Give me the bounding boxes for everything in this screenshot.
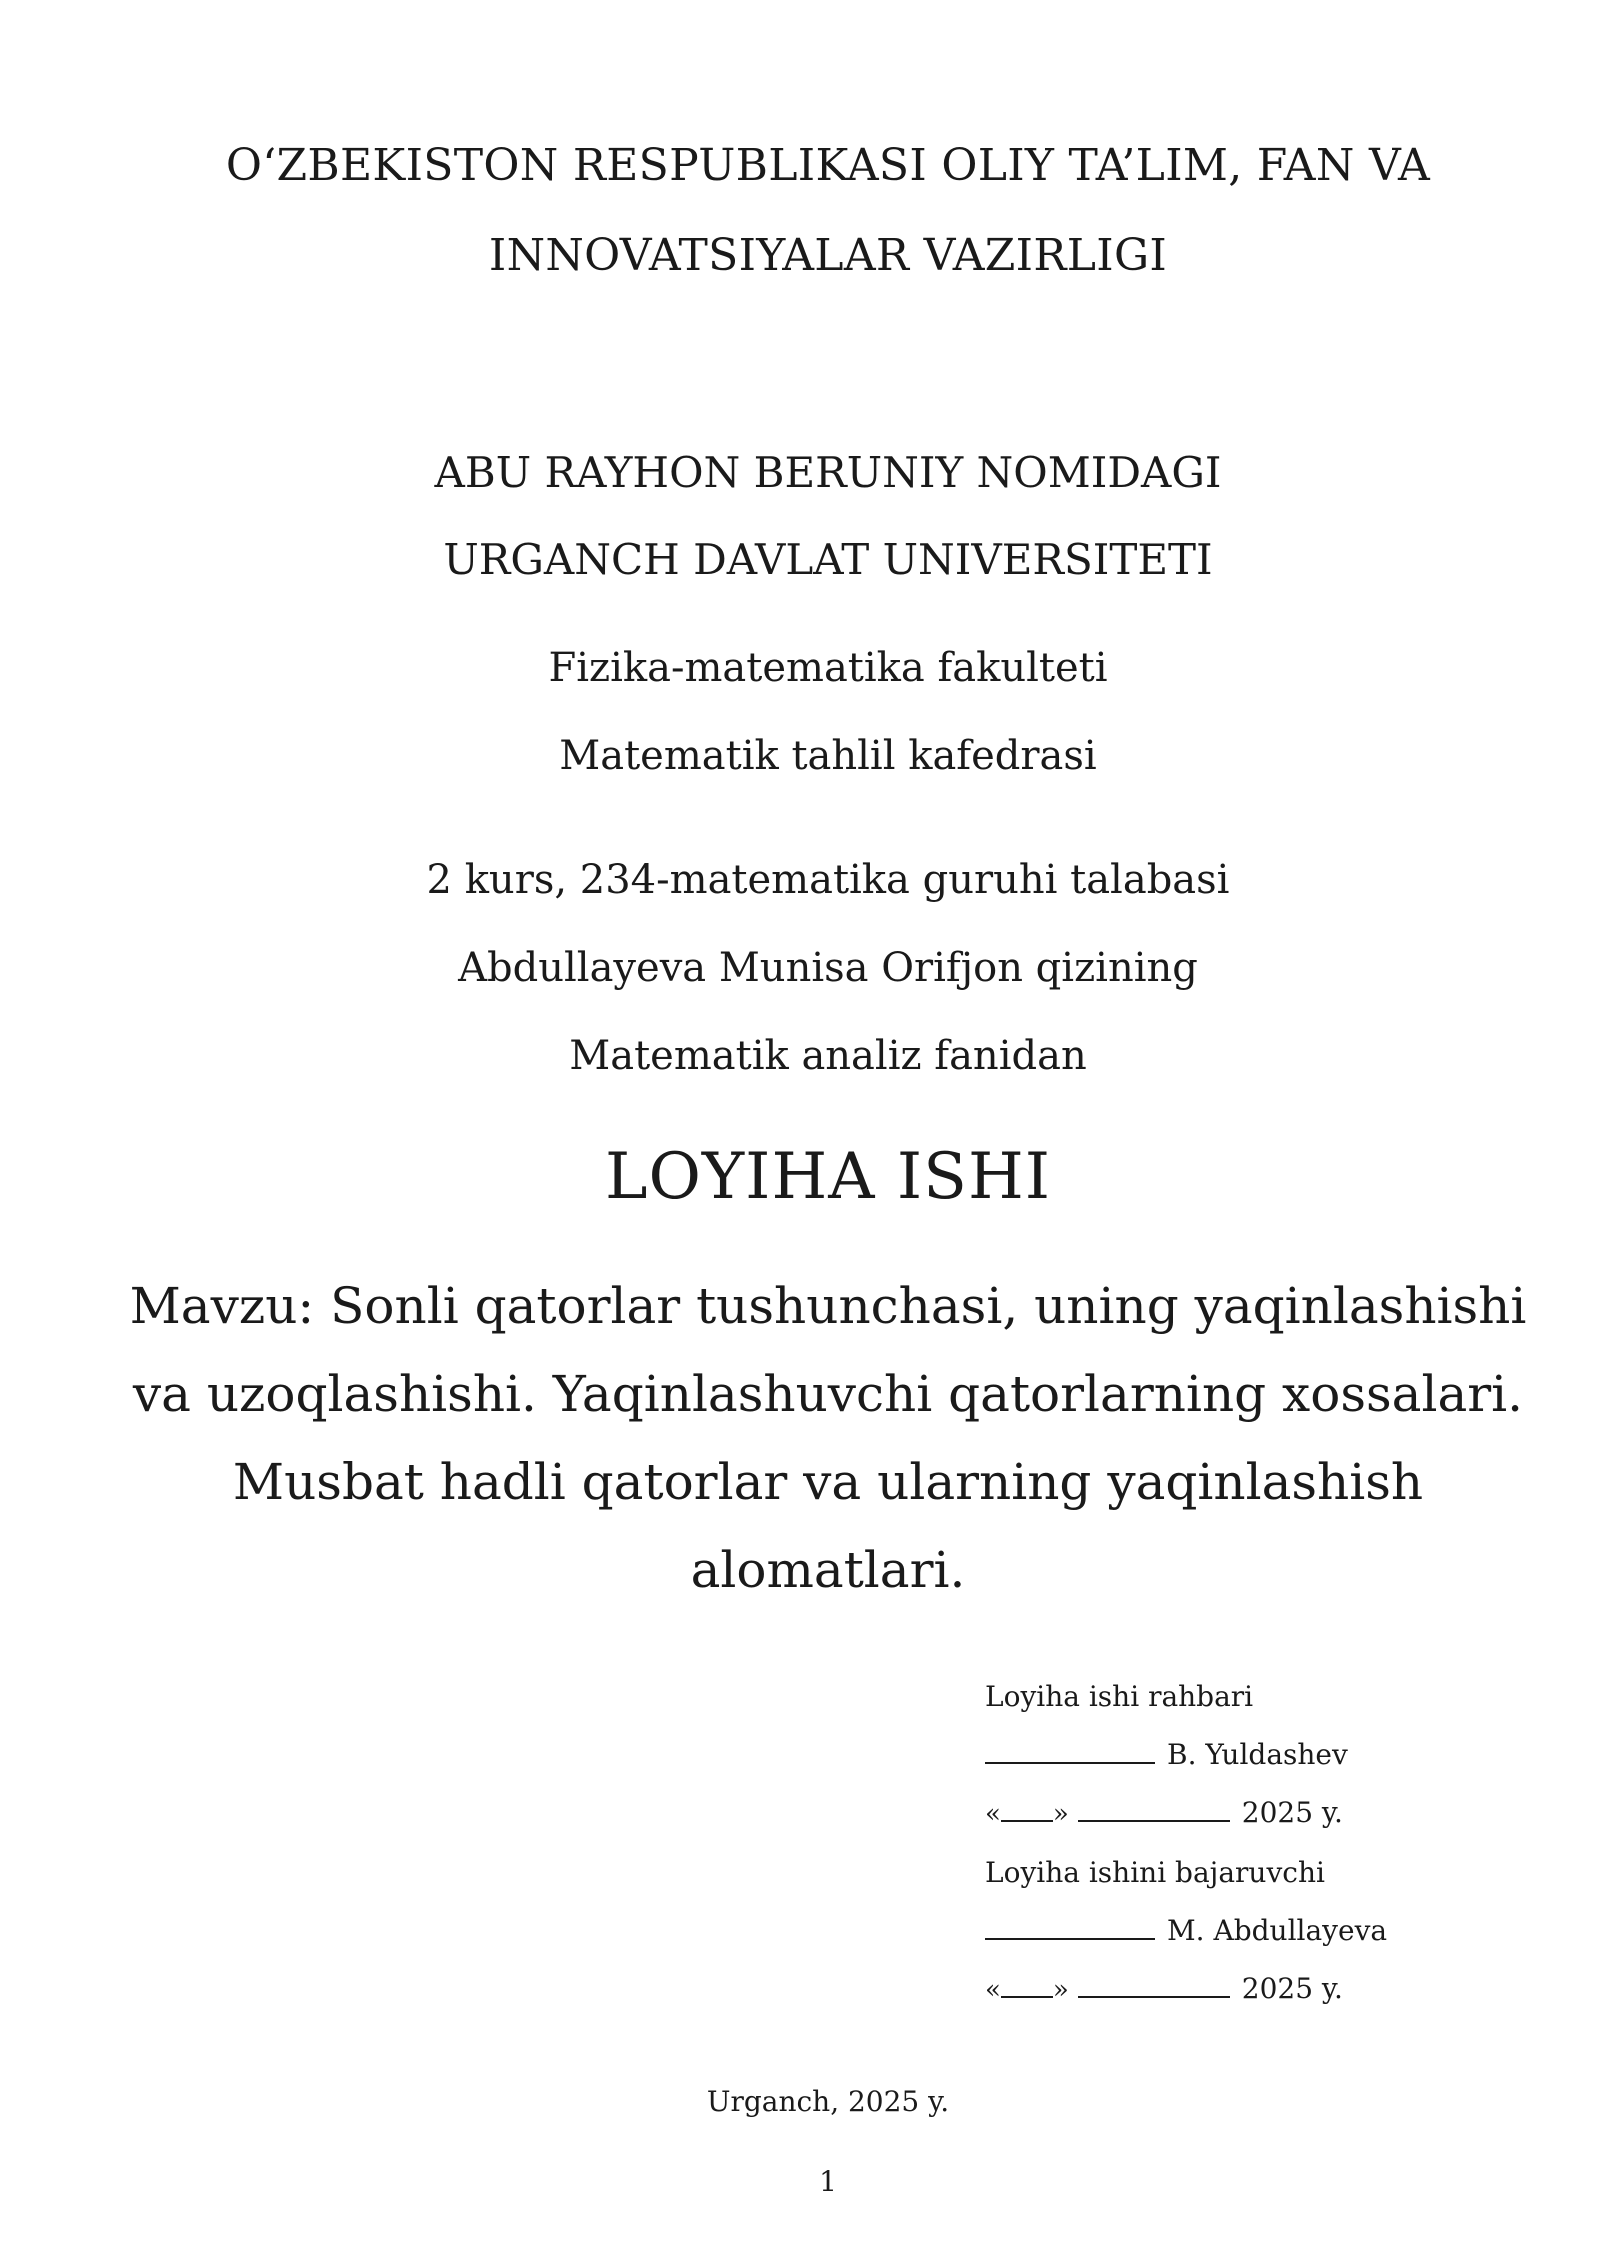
- supervisor-month-blank: [1078, 1796, 1230, 1822]
- faculty-name: Fizika-matematika fakulteti: [548, 645, 1108, 691]
- ministry-title-line2: INNOVATSIYALAR VAZIRLIGI: [488, 230, 1168, 281]
- executor-name: M. Abdullayeva: [1167, 1914, 1388, 1947]
- subject-name: Matematik analiz fanidan: [569, 1033, 1087, 1079]
- executor-date-quote-open: «: [985, 1975, 1001, 2005]
- topic-line3: Musbat hadli qatorlar va ularning yaqinlashish: [232, 1453, 1424, 1511]
- topic-line2: va uzoqlashishi. Yaqinlashuvchi qatorlarning xossalari.: [132, 1365, 1524, 1423]
- topic-line4: alomatlari.: [690, 1541, 966, 1599]
- supervisor-date-row: [985, 1796, 1343, 1829]
- university-name-line2: URGANCH DAVLAT UNIVERSITETI: [443, 535, 1213, 584]
- place-and-date: Urganch, 2025 y.: [706, 2085, 950, 2118]
- student-name: Abdullayeva Munisa Orifjon qizining: [458, 945, 1198, 991]
- supervisor-date-quote-close: »: [1052, 1799, 1069, 1829]
- document-title: LOYIHA ISHI: [604, 1140, 1052, 1214]
- university-name-line1: ABU RAYHON BERUNIY NOMIDAGI: [434, 448, 1222, 497]
- supervisor-date-quote-open: «: [985, 1799, 1001, 1829]
- executor-month-blank: [1078, 1972, 1230, 1998]
- page-number: 1: [819, 2165, 837, 2198]
- executor-signature-blank: [985, 1914, 1155, 1940]
- ministry-title-line1: O‘ZBEKISTON RESPUBLIKASI OLIY TA’LIM, FAN VA: [225, 140, 1431, 191]
- executor-year: 2025 y.: [1241, 1972, 1343, 2005]
- executor-label: Loyiha ishini bajaruvchi: [985, 1856, 1325, 1889]
- executor-date-row: [985, 1972, 1343, 2005]
- supervisor-signature-row: [985, 1738, 1348, 1771]
- executor-day-blank: [1001, 1972, 1053, 1998]
- executor-signature-row: [985, 1914, 1387, 1947]
- supervisor-name: B. Yuldashev: [1167, 1738, 1348, 1771]
- supervisor-signature-blank: [985, 1738, 1155, 1764]
- executor-date-quote-close: »: [1052, 1975, 1069, 2005]
- department-name: Matematik tahlil kafedrasi: [559, 733, 1097, 779]
- supervisor-year: 2025 y.: [1241, 1796, 1343, 1829]
- topic-line1: Mavzu: Sonli qatorlar tushunchasi, uning yaqinlashishi: [129, 1277, 1527, 1335]
- supervisor-day-blank: [1001, 1796, 1053, 1822]
- student-course-group: 2 kurs, 234-matematika guruhi talabasi: [426, 857, 1230, 903]
- supervisor-label: Loyiha ishi rahbari: [985, 1680, 1254, 1713]
